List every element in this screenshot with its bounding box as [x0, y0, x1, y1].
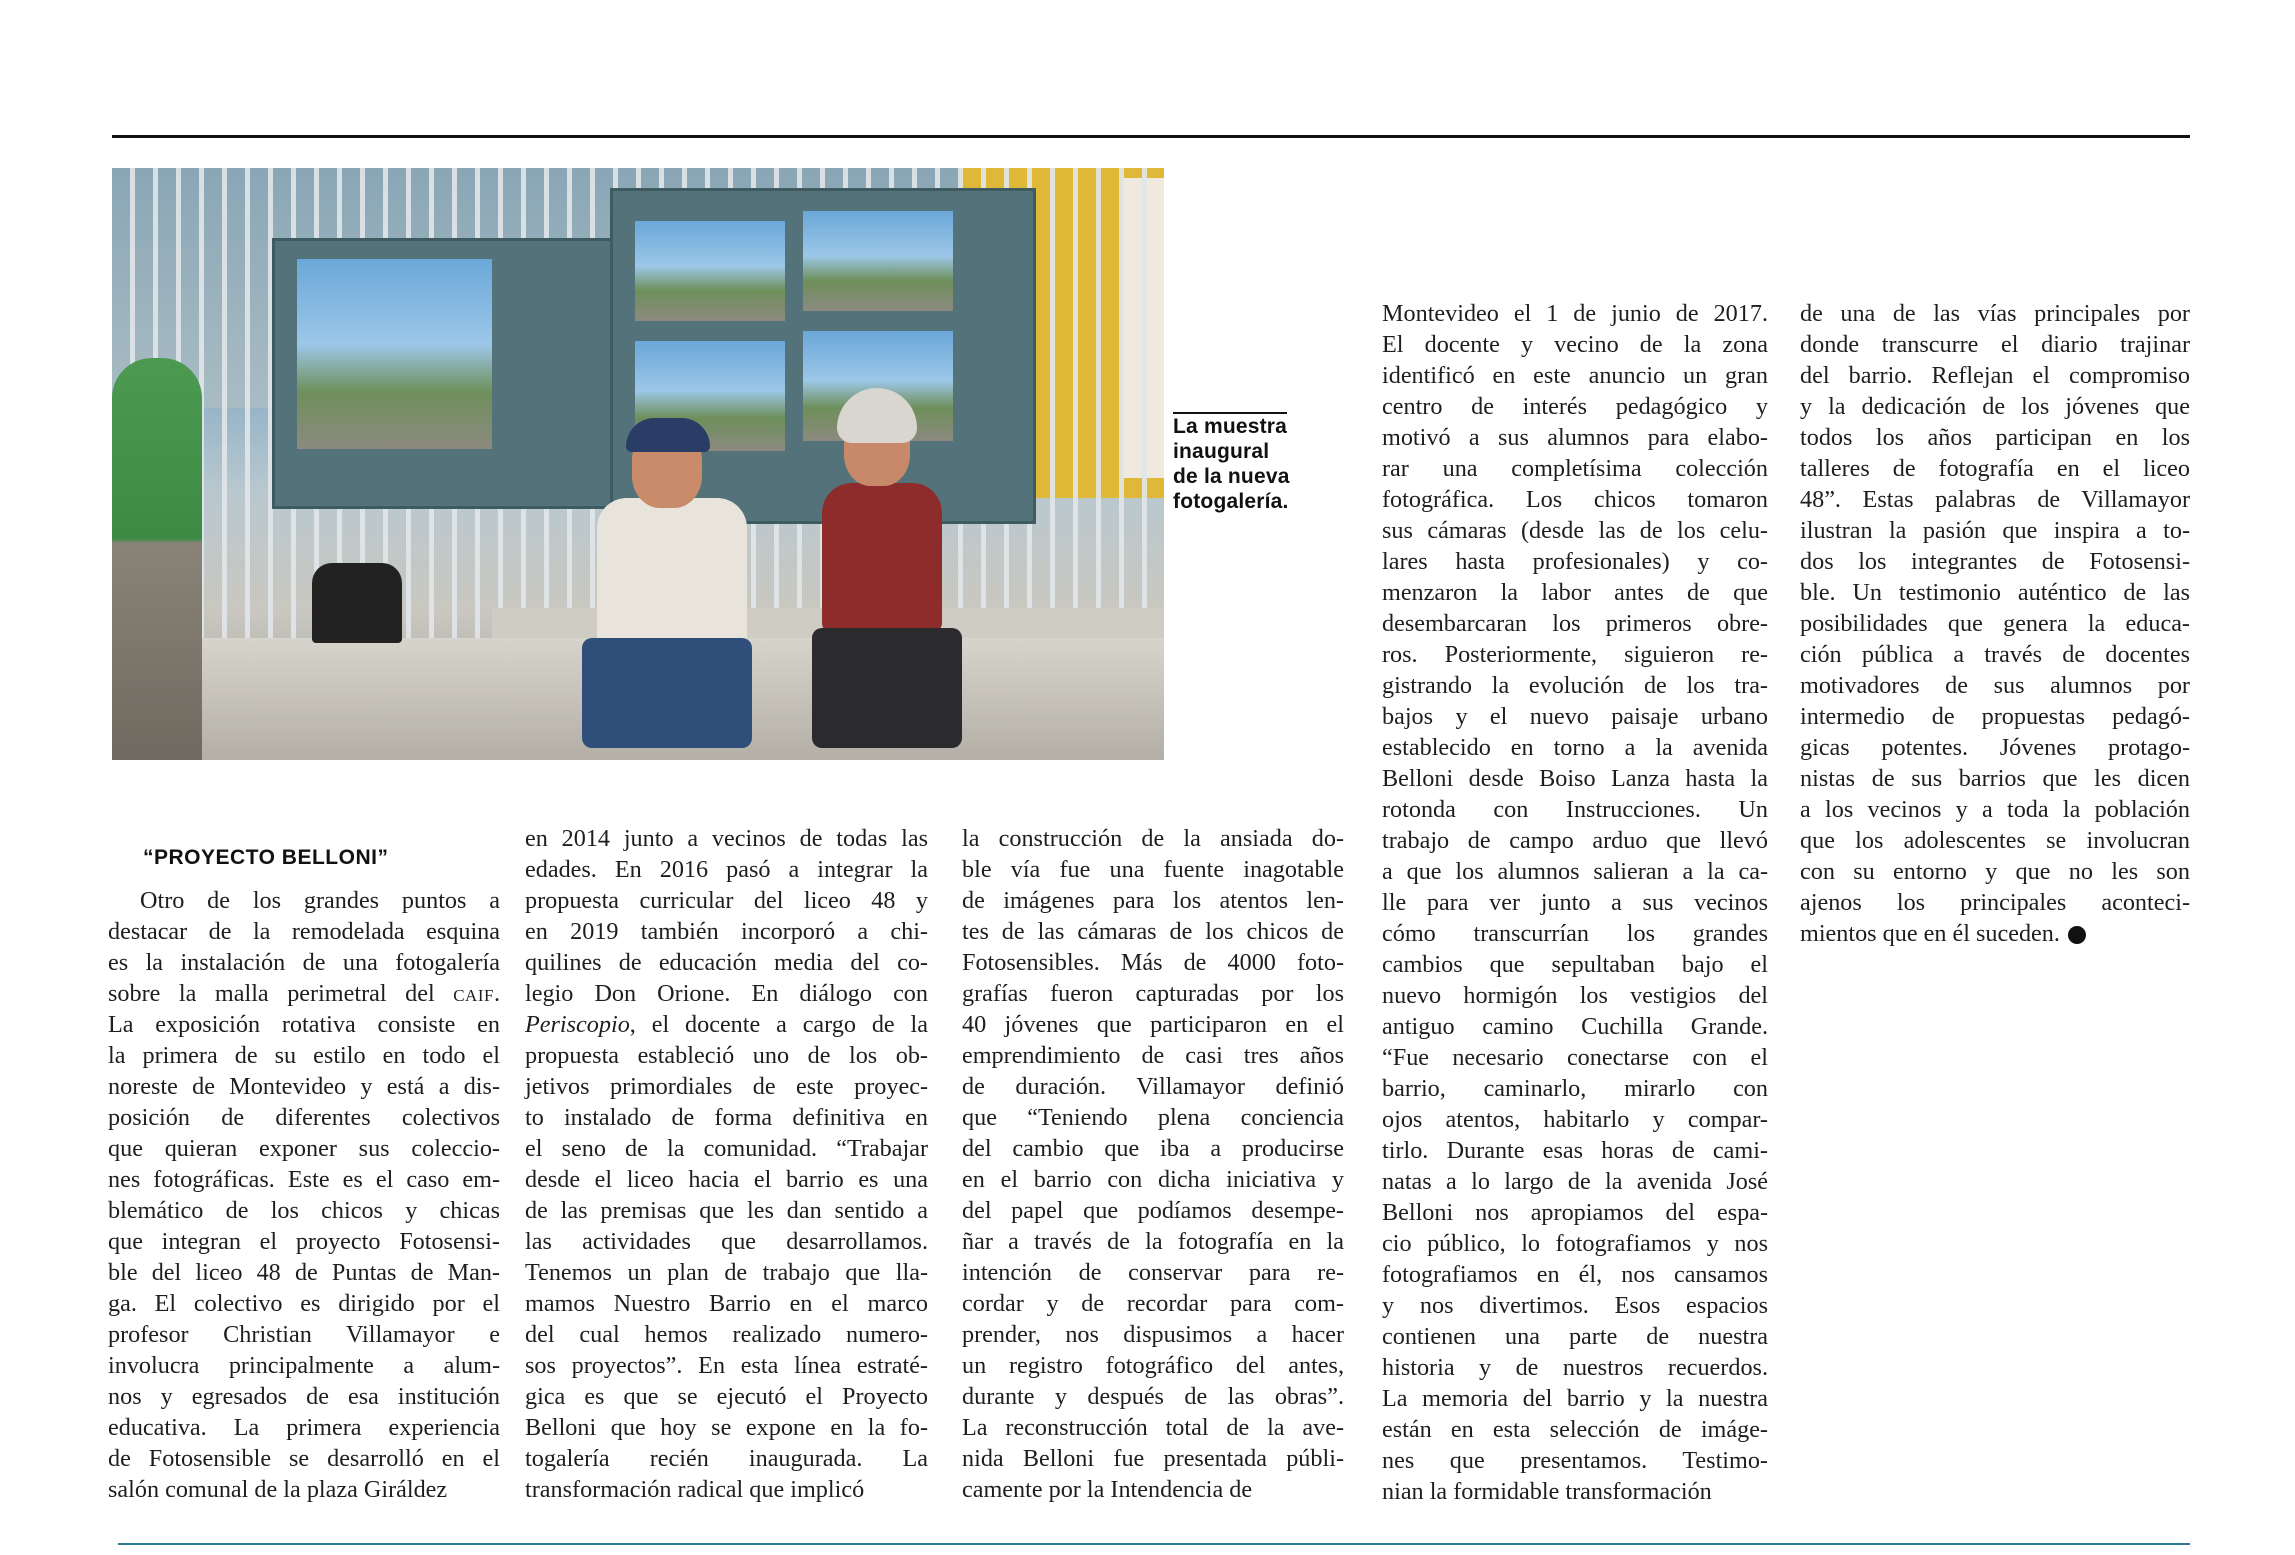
text-line: camente por la Intendencia de	[962, 1476, 1253, 1503]
text-line: propuesta estableció uno de los ob-	[525, 1042, 928, 1069]
text-line: del cual hemos realizado numero-	[525, 1321, 928, 1348]
text-line: cambios que sepultaban bajo el	[1382, 951, 1768, 978]
text-line: en 2014 junto a vecinos de todas las	[525, 825, 928, 852]
text-line: Belloni nos apropiamos del espa-	[1382, 1199, 1768, 1226]
text-line: edades. En 2016 pasó a integrar la	[525, 856, 928, 883]
text-line: que los adolescentes se involucran	[1800, 827, 2190, 854]
text-line: rar una completísima colección	[1382, 455, 1768, 482]
text-line: legio Don Orione. En diálogo con	[525, 980, 928, 1007]
text-line: nes fotográficas. Este es el caso em-	[108, 1166, 500, 1193]
photo-bag	[312, 563, 402, 643]
text-line: centro de interés pedagógico y	[1382, 393, 1768, 420]
text-line: 48”. Estas palabras de Villamayor	[1800, 486, 2190, 513]
text-line: nos y egresados de esa institución	[108, 1383, 500, 1410]
text-line: que quieran exponer sus coleccio-	[108, 1135, 500, 1162]
article-column-3	[962, 823, 1344, 1505]
text-line: fotografiamos en él, nos cansamos	[1382, 1261, 1768, 1288]
text-line: bajos y el nuevo paisaje urbano	[1382, 703, 1768, 730]
section-heading: “PROYECTO BELLONI”	[143, 846, 389, 869]
text-line: tes de las cámaras de los chicos de	[962, 918, 1344, 945]
text-line: nistas de sus barrios que les dicen	[1800, 765, 2190, 792]
text-line: identificó en este anuncio un gran	[1382, 362, 1768, 389]
text-line: es la instalación de una fotogalería	[108, 949, 500, 976]
text-line: gicas potentes. Jóvenes protago-	[1800, 734, 2190, 761]
text-line: de imágenes para los atentos len-	[962, 887, 1344, 914]
text-line: to instalado de forma definitiva en	[525, 1104, 928, 1131]
text-line: de las premisas que les dan sentido a	[525, 1197, 928, 1224]
text-line: ros. Posteriormente, siguieron re-	[1382, 641, 1768, 668]
text-line: profesor Christian Villamayor e	[108, 1321, 500, 1348]
text-line: ble del liceo 48 de Puntas de Man-	[108, 1259, 500, 1286]
text-line: propuesta curricular del liceo 48 y	[525, 887, 928, 914]
text-line: motivadores de sus alumnos por	[1800, 672, 2190, 699]
text-line: posición de diferentes colectivos	[108, 1104, 500, 1131]
text-line: El docente y vecino de la zona	[1382, 331, 1768, 358]
text-line: posibilidades que genera la educa-	[1800, 610, 2190, 637]
text-line: Tenemos un plan de trabajo que lla-	[525, 1259, 928, 1286]
text-line: La memoria del barrio y la nuestra	[1382, 1385, 1768, 1412]
text-line: y nos divertimos. Esos espacios	[1382, 1292, 1768, 1319]
text-line: a los vecinos y a toda la población	[1800, 796, 2190, 823]
text-line: nes que presentamos. Testimo-	[1382, 1447, 1768, 1474]
text-line: blemático de los chicos y chicas	[108, 1197, 500, 1224]
text-line: lares hasta profesionales) y co-	[1382, 548, 1768, 575]
text-line: togalería recién inaugurada. La	[525, 1445, 928, 1472]
text-line: grafías fueron capturadas por los	[962, 980, 1344, 1007]
text-line: desembarcaran los primeros obre-	[1382, 610, 1768, 637]
text-line: rotonda con Instrucciones. Un	[1382, 796, 1768, 823]
text-line: a que los alumnos salieran a la ca-	[1382, 858, 1768, 885]
caption-line: inaugural	[1173, 440, 1270, 463]
photo-woman	[802, 388, 962, 748]
text-line: motivó a sus alumnos para elabo-	[1382, 424, 1768, 451]
text-line: La exposición rotativa consiste en	[108, 1011, 500, 1038]
text-line: involucra principalmente a alum-	[108, 1352, 500, 1379]
text-line: establecido en torno a la avenida	[1382, 734, 1768, 761]
text-line: contienen una parte de nuestra	[1382, 1323, 1768, 1350]
text-line: natas a lo largo de la avenida José	[1382, 1168, 1768, 1195]
text-line: antiguo camino Cuchilla Grande.	[1382, 1013, 1768, 1040]
text-line: dos los integrantes de Fotosensi-	[1800, 548, 2190, 575]
text-line: las actividades que desarrollamos.	[525, 1228, 928, 1255]
text-line: historia y de nuestros recuerdos.	[1382, 1354, 1768, 1381]
caption-line: La muestra	[1173, 412, 1287, 439]
text-line: ble vía fue una fuente inagotable	[962, 856, 1344, 883]
text-line: transformación radical que implicó	[525, 1476, 865, 1503]
text-line: Periscopio, el docente a cargo de la	[525, 1011, 928, 1038]
text-line: cómo transcurrían los grandes	[1382, 920, 1768, 947]
photo-person-left	[112, 358, 202, 760]
text-line: intención de conservar para re-	[962, 1259, 1344, 1286]
text-line: sobre la malla perimetral del caif.	[108, 980, 500, 1007]
text-line: nuevo hormigón los vestigios del	[1382, 982, 1768, 1009]
bottom-rule	[118, 1543, 2190, 1545]
text-line: salón comunal de la plaza Giráldez	[108, 1476, 448, 1503]
text-line: emprendimiento de casi tres años	[962, 1042, 1344, 1069]
text-line: el seno de la comunidad. “Trabajar	[525, 1135, 928, 1162]
text-line: Otro de los grandes puntos a	[140, 887, 500, 914]
text-line: sus cámaras (desde las de los celu-	[1382, 517, 1768, 544]
text-line: intermedio de propuestas pedagó-	[1800, 703, 2190, 730]
text-line: Belloni que hoy se expone en la fo-	[525, 1414, 928, 1441]
text-line: mamos Nuestro Barrio en el marco	[525, 1290, 928, 1317]
text-line: ción pública a través de docentes	[1800, 641, 2190, 668]
text-line: mientos que en él suceden.	[1800, 918, 2190, 949]
text-line: jetivos primordiales de este proyec-	[525, 1073, 928, 1100]
article-column-2	[525, 823, 928, 1505]
text-line: están en esta selección de imáge-	[1382, 1416, 1768, 1443]
text-line: gica es que se ejecutó el Proyecto	[525, 1383, 928, 1410]
photo-fotogaleria	[112, 168, 1164, 760]
text-line: de duración. Villamayor definió	[962, 1073, 1344, 1100]
caption-line: de la nueva	[1173, 465, 1290, 488]
text-line: destacar de la remodelada esquina	[108, 918, 500, 945]
text-line: del barrio. Reflejan el compromiso	[1800, 362, 2190, 389]
text-line: Belloni desde Boiso Lanza hasta la	[1382, 765, 1768, 792]
top-rule	[112, 135, 2190, 138]
text-line: de una de las vías principales por	[1800, 300, 2190, 327]
text-line: del cambio que iba a producirse	[962, 1135, 1344, 1162]
text-line: del papel que podíamos desempe-	[962, 1197, 1344, 1224]
text-line: que integran el proyecto Fotosensi-	[108, 1228, 500, 1255]
text-line: ajenos los principales aconteci-	[1800, 889, 2190, 916]
text-line: fotográfica. Los chicos tomaron	[1382, 486, 1768, 513]
text-line: ga. El colectivo es dirigido por el	[108, 1290, 500, 1317]
text-line: La reconstrucción total de la ave-	[962, 1414, 1344, 1441]
text-line: desde el liceo hacia el barrio es una	[525, 1166, 928, 1193]
text-line: ñar a través de la fotografía en la	[962, 1228, 1344, 1255]
text-line: cio público, lo fotografiamos y nos	[1382, 1230, 1768, 1257]
text-line: noreste de Montevideo y está a dis-	[108, 1073, 500, 1100]
text-line: la construcción de la ansiada do-	[962, 825, 1344, 852]
article-column-4	[1382, 298, 1768, 1507]
text-line: que “Teniendo plena conciencia	[962, 1104, 1344, 1131]
text-line: en el barrio con dicha iniciativa y	[962, 1166, 1344, 1193]
end-mark	[2068, 926, 2086, 944]
text-line: y la dedicación de los jóvenes que	[1800, 393, 2190, 420]
article-column-5	[1800, 298, 2190, 949]
text-line: talleres de fotografía en el liceo	[1800, 455, 2190, 482]
text-line: nida Belloni fue presentada públi-	[962, 1445, 1344, 1472]
text-line: ble. Un testimonio auténtico de las	[1800, 579, 2190, 606]
text-line: sos proyectos”. En esta línea estraté-	[525, 1352, 928, 1379]
article-column-1	[108, 885, 500, 1505]
caption-line: fotogalería.	[1173, 490, 1289, 513]
text-line: un registro fotográfico del antes,	[962, 1352, 1344, 1379]
text-line: durante y después de las obras”.	[962, 1383, 1344, 1410]
text-line: trabajo de campo arduo que llevó	[1382, 827, 1768, 854]
text-line: con su entorno y que no les son	[1800, 858, 2190, 885]
text-line: lle para ver junto a sus vecinos	[1382, 889, 1768, 916]
text-line: la primera de su estilo en todo el	[108, 1042, 500, 1069]
text-line: tirlo. Durante esas horas de cami-	[1382, 1137, 1768, 1164]
photo-man	[582, 418, 757, 748]
text-line: cordar y de recordar para com-	[962, 1290, 1344, 1317]
text-line: nian la formidable transformación	[1382, 1478, 1712, 1505]
text-line: Montevideo el 1 de junio de 2017.	[1382, 300, 1768, 327]
text-line: Fotosensibles. Más de 4000 foto-	[962, 949, 1344, 976]
photo-caption	[1173, 412, 1303, 514]
text-line: donde transcurre el diario trajinar	[1800, 331, 2190, 358]
text-line: de Fotosensible se desarrolló en el	[108, 1445, 500, 1472]
text-line: prender, nos dispusimos a hacer	[962, 1321, 1344, 1348]
text-line: “Fue necesario conectarse con el	[1382, 1044, 1768, 1071]
text-line: todos los años participan en los	[1800, 424, 2190, 451]
text-line: barrio, caminarlo, mirarlo con	[1382, 1075, 1768, 1102]
text-line: gistrando la evolución de los tra-	[1382, 672, 1768, 699]
text-line: quilines de educación media del co-	[525, 949, 928, 976]
text-line: ilustran la pasión que inspira a to-	[1800, 517, 2190, 544]
text-line: educativa. La primera experiencia	[108, 1414, 500, 1441]
text-line: menzaron la labor antes de que	[1382, 579, 1768, 606]
text-line: 40 jóvenes que participaron en el	[962, 1011, 1344, 1038]
text-line: en 2019 también incorporó a chi-	[525, 918, 928, 945]
text-line: ojos atentos, habitarlo y compar-	[1382, 1106, 1768, 1133]
